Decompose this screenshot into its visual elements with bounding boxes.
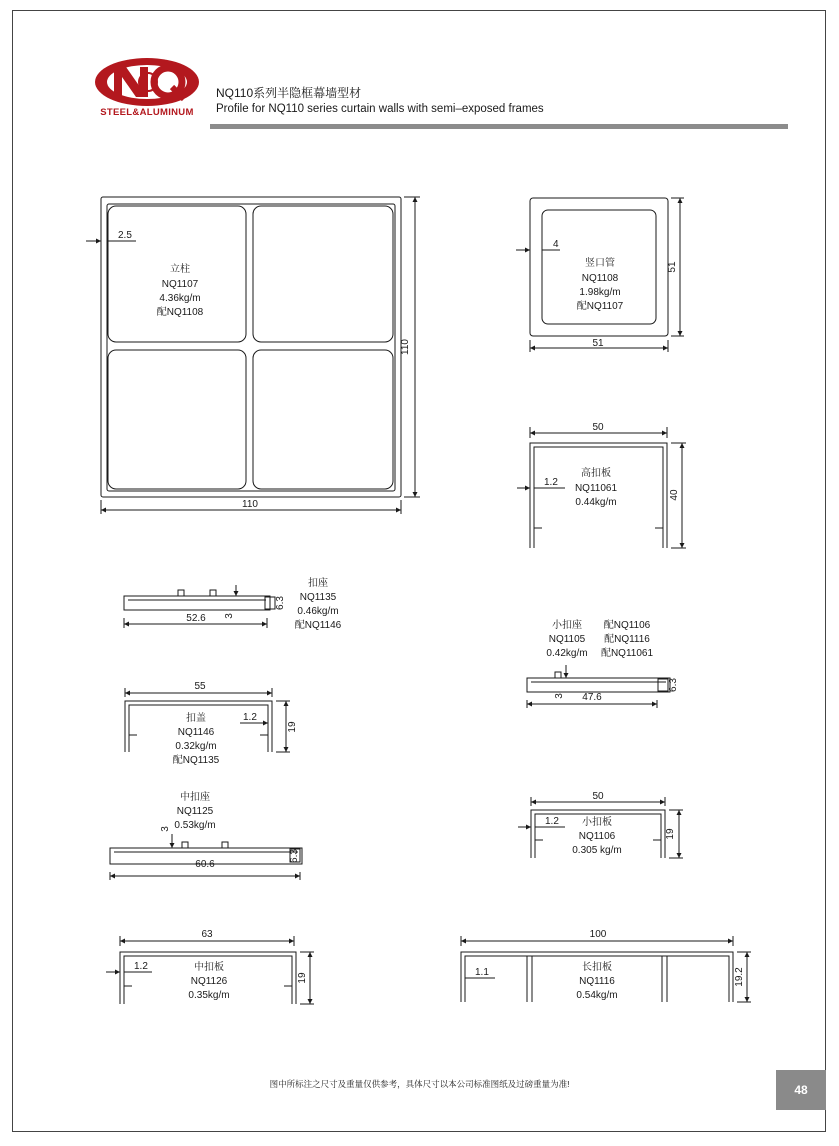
nq1106-code: NQ1106 <box>578 831 616 842</box>
dim-nq1108-thickness: 4 <box>553 239 559 250</box>
nq1116-weight: 0.54kg/m <box>576 990 618 1001</box>
dim-nq1107-width: 110 <box>242 499 258 510</box>
nq1146-pair: 配NQ1135 <box>172 755 220 766</box>
nq11061-name: 高扣板 <box>581 468 611 479</box>
dim-nq1125-height: 6.3 <box>289 849 300 863</box>
dim-nq1106-width: 50 <box>592 791 604 802</box>
dim-nq1135-width: 52.6 <box>186 613 206 624</box>
dim-nq1106-height: 19 <box>665 828 676 840</box>
nq1146-name: 扣盖 <box>186 713 206 724</box>
nq1125-weight: 0.53kg/m <box>174 820 216 831</box>
page-title-chinese: NQ110系列半隐框幕墙型材 <box>216 86 362 100</box>
nq1108-code: NQ1108 <box>581 273 619 284</box>
nq1106-weight: 0.305 kg/m <box>572 845 622 856</box>
nq1135-pair: 配NQ1146 <box>294 620 342 631</box>
nq1108-pair: 配NQ1107 <box>576 301 624 312</box>
nq1108-weight: 1.98kg/m <box>579 287 621 298</box>
profile-nq1107 <box>86 197 420 514</box>
dim-nq1146-thickness: 1.2 <box>243 712 257 723</box>
nq1108-name: 竖口管 <box>585 258 615 269</box>
nq1105-pair-1116: 配NQ1116 <box>604 634 650 645</box>
dim-nq11061-thickness: 1.2 <box>544 477 558 488</box>
nq1126-name: 中扣板 <box>194 962 224 973</box>
nq1146-code: NQ1146 <box>177 727 215 738</box>
nq1107-weight: 4.36kg/m <box>159 293 201 304</box>
nq1135-code: NQ1135 <box>299 592 337 603</box>
nq11061-code: NQ11061 <box>574 483 618 494</box>
nq1116-code: NQ1116 <box>579 976 615 987</box>
dim-nq1108-width: 51 <box>592 338 604 349</box>
nq1107-name: 立柱 <box>170 264 190 275</box>
dim-nq1146-height: 19 <box>287 721 298 733</box>
nq1125-name: 中扣座 <box>180 792 210 803</box>
dim-nq1126-height: 19 <box>297 972 308 984</box>
dim-nq1105-height: 6.3 <box>668 678 679 692</box>
brand-text: STEEL&ALUMINUM <box>100 107 194 118</box>
footer-disclaimer: 图中所标注之尺寸及重量仅供参考，具体尺寸以本公司标准图纸及过磅重量为准! <box>269 1079 570 1089</box>
nq1116-name: 长扣板 <box>582 962 612 973</box>
dim-nq1135-height: 6.3 <box>275 596 286 610</box>
nq1105-name: 小扣座 <box>552 620 582 631</box>
dim-nq1125-width: 60.6 <box>195 859 215 870</box>
nq1126-weight: 0.35kg/m <box>188 990 230 1001</box>
dim-nq1106-thickness: 1.2 <box>545 816 559 827</box>
dim-nq1107-height: 110 <box>400 339 411 355</box>
dim-nq1105-width: 47.6 <box>582 692 602 703</box>
nq1135-name: 扣座 <box>308 578 328 589</box>
dim-nq1125-thickness: 3 <box>160 826 171 832</box>
page-number-badge: 48 <box>776 1070 826 1110</box>
nq1106-name: 小扣板 <box>582 817 612 828</box>
dim-nq1135-thickness: 3 <box>224 613 235 619</box>
nq1125-code: NQ1125 <box>176 806 214 817</box>
nq1146-weight: 0.32kg/m <box>175 741 217 752</box>
dim-nq11061-height: 40 <box>669 489 680 501</box>
nq1105-weight: 0.42kg/m <box>546 648 588 659</box>
profile-nq1125 <box>110 834 302 880</box>
nq1105-code: NQ1105 <box>548 634 586 645</box>
nq1126-code: NQ1126 <box>190 976 228 987</box>
page-title-english: Profile for NQ110 series curtain walls with semi–exposed frames <box>216 103 544 115</box>
nq1107-pair: 配NQ1108 <box>156 307 204 318</box>
dim-nq1105-thickness: 3 <box>554 693 565 699</box>
dim-nq1116-thickness: 1.1 <box>475 967 489 978</box>
nq1135-weight: 0.46kg/m <box>297 606 339 617</box>
dim-nq1126-width: 63 <box>201 929 213 940</box>
nq1107-code: NQ1107 <box>161 279 199 290</box>
nq1105-pair-11061: 配NQ11061 <box>600 648 654 659</box>
dim-nq1116-height: 19.2 <box>734 967 745 987</box>
dim-nq11061-width: 50 <box>592 422 604 433</box>
dim-nq1126-thickness: 1.2 <box>134 961 148 972</box>
nq11061-weight: 0.44kg/m <box>575 497 617 508</box>
dim-nq1116-width: 100 <box>589 929 607 940</box>
dim-nq1146-width: 55 <box>194 681 206 692</box>
nq1105-pair-1106: 配NQ1106 <box>603 620 651 631</box>
dim-nq1107-thickness: 2.5 <box>118 230 132 241</box>
dim-nq1108-height: 51 <box>667 261 678 273</box>
